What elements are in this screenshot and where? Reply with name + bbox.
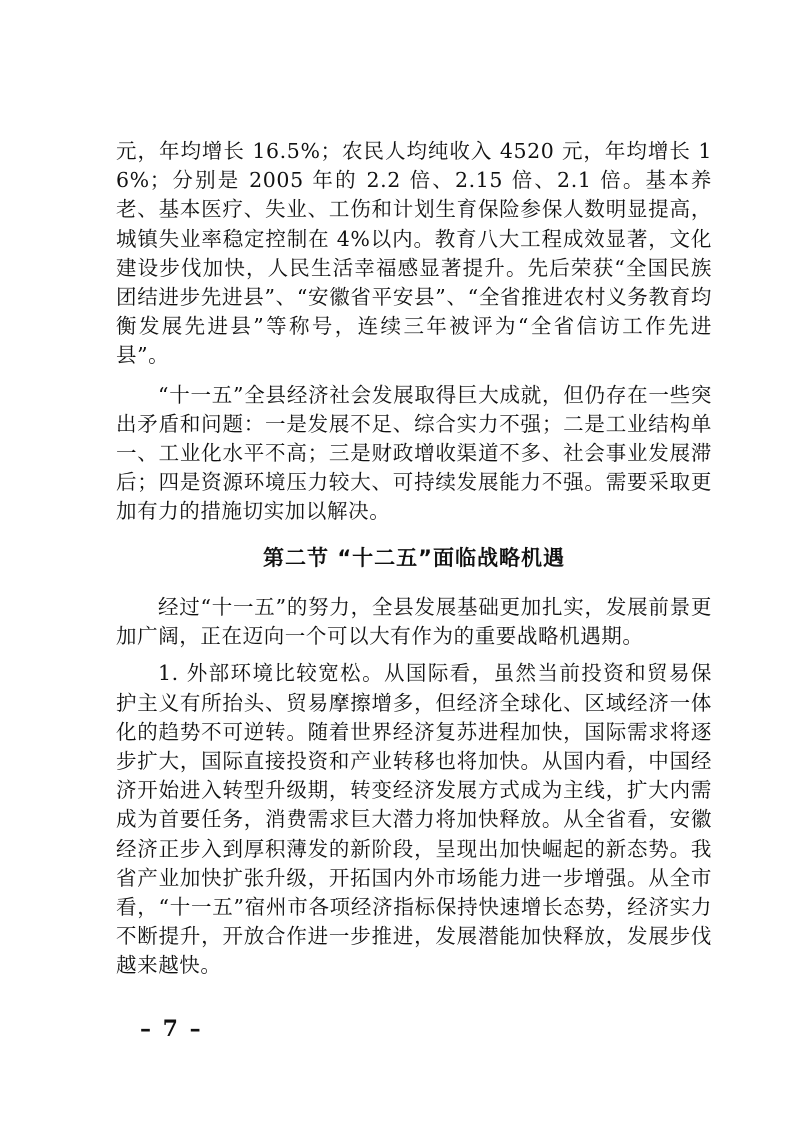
body-text-bottom xyxy=(116,593,712,981)
page-number: – 7 – xyxy=(140,1016,203,1042)
paragraph-achievements: 元，年均增长 16.5%；农民人均纯收入 4520 元，年均增长 16%；分别是 2005 年的 2.2 倍、2.15 倍、2.1 倍。基本养老、基本医疗、失业、工伤和计划生育保险参保人数明显提高，城镇失业率稳定控制在 4%以内。教育八大工程成效显著，文化建设步伐加快，人民生活幸福感显著提升。先后荣获“全国民族团结进步先进县”、“安徽省平安县”、“全省推进农村义务教育均衡发展先进县”等称号，连续三年被评为“全省信访工作先进县”。 xyxy=(116,139,712,368)
paragraph-intro: 经过“十一五”的努力，全县发展基础更加扎实，发展前景更加广阔，正在迈向一个可以大有作为的重要战略机遇期。 xyxy=(116,595,712,649)
paragraph-problems: “十一五”全县经济社会发展取得巨大成就，但仍存在一些突出矛盾和问题：一是发展不足、综合实力不强；二是工业结构单一、工业化水平不高；三是财政增收渠道不多、社会事业发展滞后；四是资源环境压力较大、可持续发展能力不强。需要采取更加有力的措施切实加以解决。 xyxy=(116,382,712,524)
body-text-top xyxy=(116,137,712,527)
section-heading: 第二节 “十二五”面临战略机遇 xyxy=(263,546,565,570)
paragraph-external-environment: 1. 外部环境比较宽松。从国际看，虽然当前投资和贸易保护主义有所抬头、贸易摩擦增多，但经济全球化、区域经济一体化的趋势不可逆转。随着世界经济复苏进程加快，国际需求将逐步扩大，国际直接投资和产业转移也将加快。从国内看，中国经济开始进入转型升级期，转变经济发展方式成为主线，扩大内需成为首要任务，消费需求巨大潜力将加快释放。从全省看，安徽经济正步入到厚积薄发的新阶段，呈现出加快崛起的新态势。我省产业加快扩张升级，开拓国内外市场能力进一步增强。从全市看，“十一五”宿州市各项经济指标保持快速增长态势，经济实力不断提升，开放合作进一步推进，发展潜能加快释放，发展步伐越来越快。 xyxy=(116,661,712,978)
